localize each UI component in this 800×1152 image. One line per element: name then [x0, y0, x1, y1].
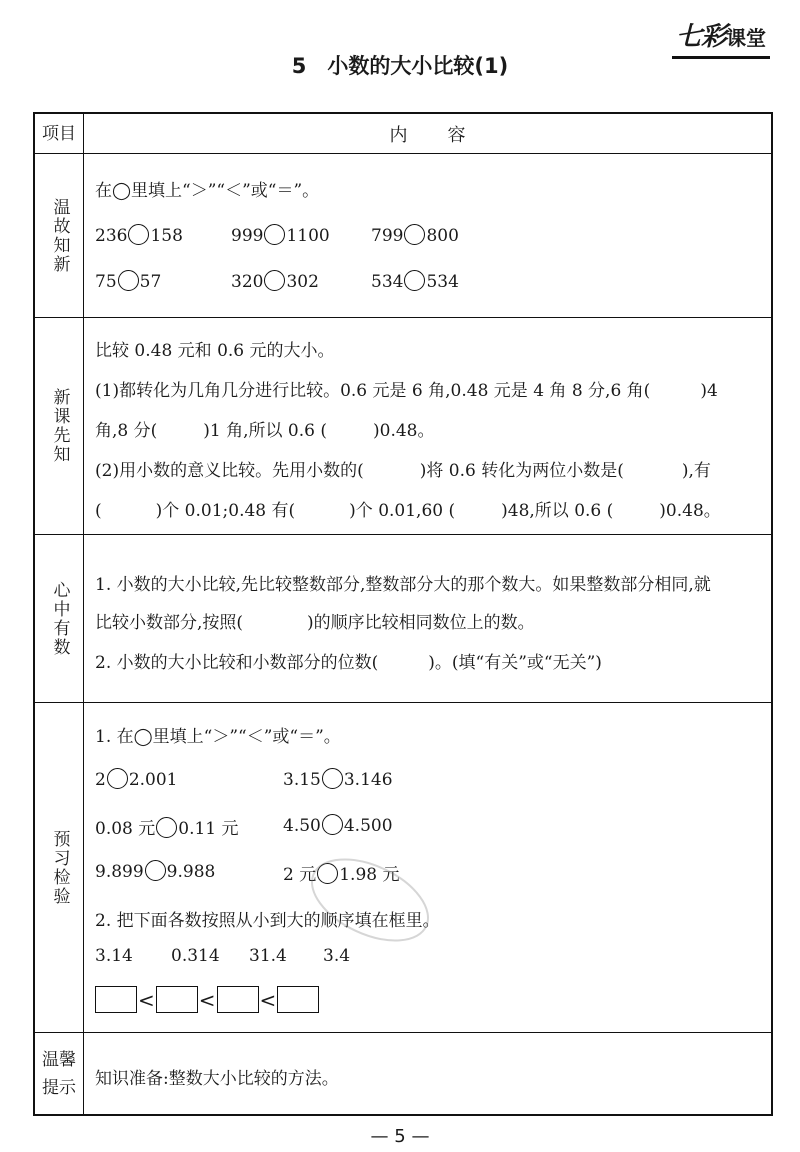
answer-box[interactable]	[277, 986, 319, 1013]
less-than-sign: <	[198, 987, 216, 1012]
review-item: 236 158	[95, 226, 183, 246]
less-than-sign: <	[259, 987, 277, 1012]
summary-line-2: 比较小数部分,按照( )的顺序比较相同数位上的数。	[95, 613, 535, 633]
preview-item: 9.899 9.988	[95, 862, 216, 882]
answer-box[interactable]	[156, 986, 198, 1013]
header-content-label: 内容	[389, 125, 506, 146]
lesson-table	[33, 112, 773, 1116]
new-lesson-line-3: 角,8 分( )1 角,所以 0.6 ( )0.48。	[95, 421, 435, 441]
number-item: 3.4	[323, 946, 351, 966]
answer-box[interactable]	[95, 986, 137, 1013]
row-divider	[35, 1032, 771, 1033]
answer-circle[interactable]	[145, 860, 166, 881]
answer-box[interactable]	[217, 986, 259, 1013]
preview-item: 4.50 4.500	[283, 816, 393, 836]
page-number: — 5 —	[370, 1126, 430, 1147]
row-divider	[35, 702, 771, 703]
tip-text: 知识准备:整数大小比较的方法。	[95, 1069, 339, 1089]
review-instruction: 在◯里填上“＞”“＜”或“＝”。	[95, 181, 320, 201]
number-item: 31.4	[249, 946, 287, 966]
review-item: 534 534	[371, 272, 459, 292]
answer-circle[interactable]	[322, 768, 343, 789]
preview-label: 预习检验	[49, 830, 70, 906]
preview-q1: 1. 在◯里填上“＞”“＜”或“＝”。	[95, 727, 341, 747]
answer-circle[interactable]	[156, 817, 177, 838]
review-label: 温故知新	[49, 197, 70, 274]
preview-item: 3.15 3.146	[283, 770, 393, 790]
new-lesson-line-2: (1)都转化为几角几分进行比较。0.6 元是 6 角,0.48 元是 4 角 8 分,6 角( )4	[95, 381, 718, 401]
brand-first: 七彩	[675, 22, 726, 52]
column-divider	[83, 114, 84, 1114]
answer-circle[interactable]	[404, 224, 425, 245]
row-divider	[35, 534, 771, 535]
review-item: 75 57	[95, 272, 162, 292]
number-item: 0.314	[171, 946, 220, 966]
row-divider	[35, 317, 771, 318]
answer-circle[interactable]	[264, 270, 285, 291]
preview-item: 2 2.001	[95, 770, 178, 790]
review-item: 999 1100	[231, 226, 330, 246]
answer-circle[interactable]	[317, 863, 338, 884]
tip-label: 温馨提示	[42, 1050, 76, 1098]
preview-item: 2 元 1.98 元	[283, 865, 400, 885]
page-title: 5 小数的大小比较(1)	[291, 54, 509, 78]
new-lesson-line-4: (2)用小数的意义比较。先用小数的( )将 0.6 转化为两位小数是( ),有	[95, 461, 711, 481]
answer-circle[interactable]	[322, 814, 343, 835]
ordering-boxes	[95, 986, 319, 1013]
review-item: 320 302	[231, 272, 319, 292]
answer-circle[interactable]	[404, 270, 425, 291]
new-lesson-line-1: 比较 0.48 元和 0.6 元的大小。	[95, 341, 335, 361]
answer-circle[interactable]	[264, 224, 285, 245]
brand-second: 课堂	[726, 26, 766, 50]
new-lesson-line-5: ( )个 0.01;0.48 有( )个 0.01,60 ( )48,所以 0.6 ( )0.48。	[95, 501, 721, 521]
less-than-sign: <	[138, 987, 155, 1012]
summary-line-3: 2. 小数的大小比较和小数部分的位数( )。(填“有关”或“无关”)	[95, 653, 602, 673]
number-item: 3.14	[95, 946, 133, 966]
answer-circle[interactable]	[118, 270, 139, 291]
answer-circle[interactable]	[128, 224, 149, 245]
preview-item: 0.08 元 0.11 元	[95, 819, 239, 839]
header-item-label: 项目	[42, 123, 76, 144]
new-lesson-label: 新课先知	[49, 388, 70, 464]
summary-label: 心中有数	[49, 580, 70, 657]
review-item: 799 800	[371, 226, 459, 246]
preview-q2: 2. 把下面各数按照从小到大的顺序填在框里。	[95, 911, 440, 931]
summary-line-1: 1. 小数的大小比较,先比较整数部分,整数部分大的那个数大。如果整数部分相同,就	[95, 575, 711, 595]
answer-circle[interactable]	[107, 768, 128, 789]
